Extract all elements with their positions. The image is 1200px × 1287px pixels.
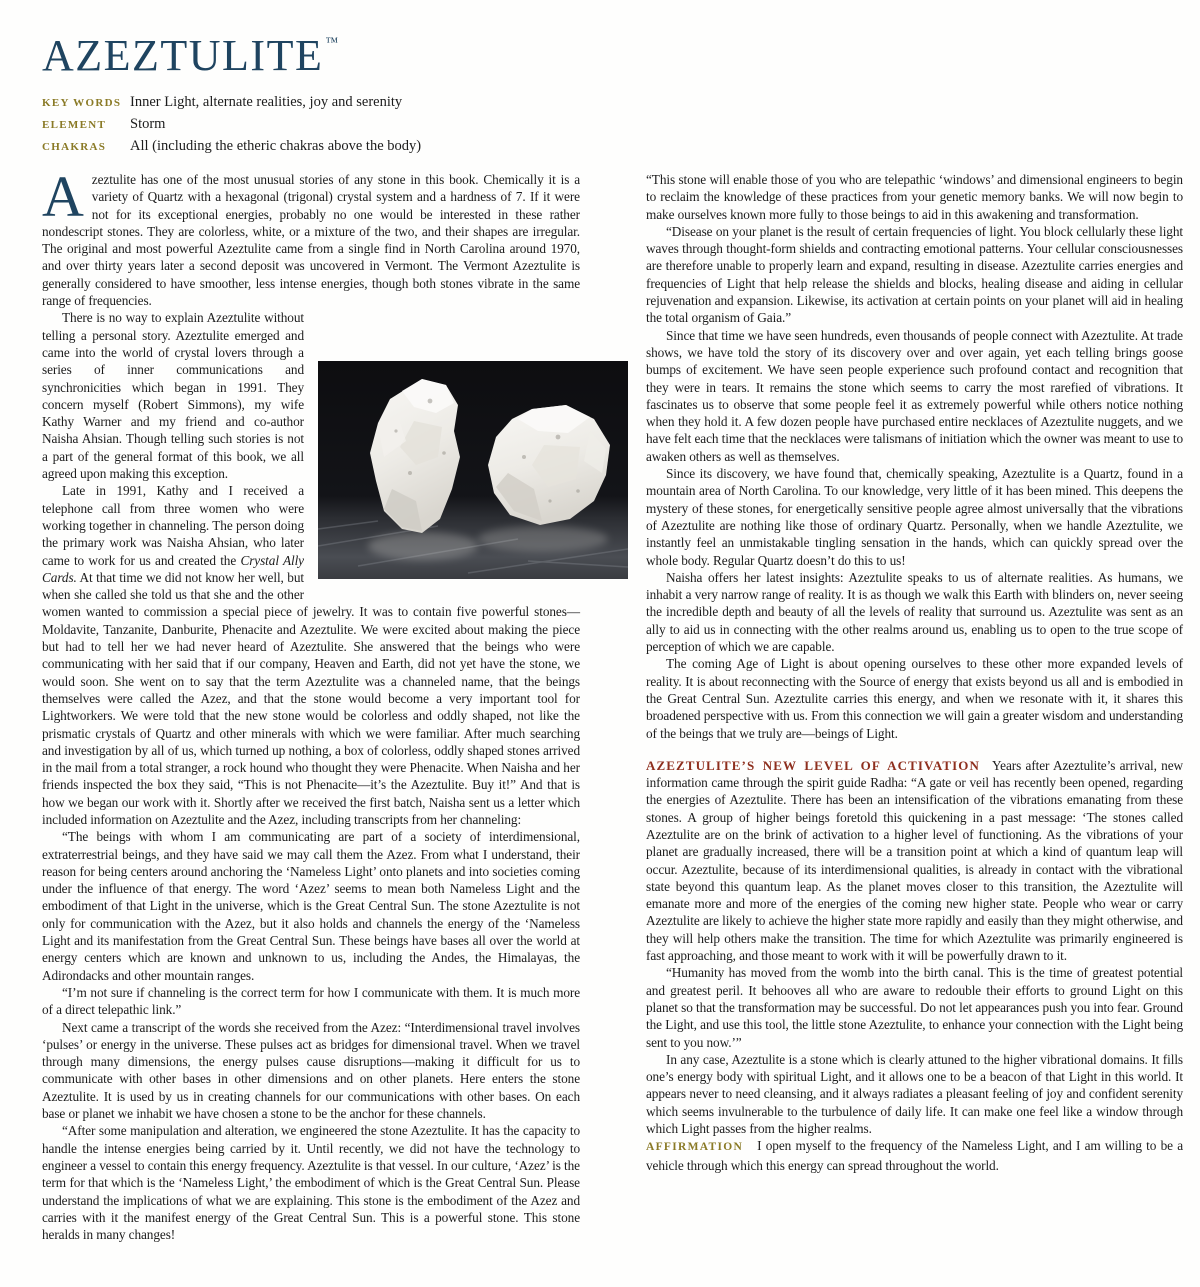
left-column: [42, 164, 580, 1243]
two-column-text: [42, 164, 1183, 1243]
wrap-region: [42, 309, 580, 1243]
paragraph-late-1991-start: Late in 1991, Kathy and I received a telephone call from three women who were working together in channeling. The person doing the primary work was Naisha Ahsian, who later came to work for us and created the: [42, 483, 304, 568]
keywords-row: [42, 94, 1183, 111]
affirmation-section: [646, 1137, 1183, 1174]
chakras-value: All (including the etheric chakras above the body): [130, 138, 422, 154]
trademark-symbol: ™: [325, 34, 339, 49]
chakras-label: CHAKRAS: [42, 141, 107, 153]
page-title: [42, 31, 1183, 80]
paragraph-engineered-stone: “After some manipulation and alteration, we engineered the stone Azeztulite. It has the capacity to handle the intense energies being carried by it. Until recently, we did not have the technology to engineer a vessel to contain this energy frequency. Azeztulite is that vessel. In our culture, ‘Azez’ is the term for that which is the ‘Nameless Light,’ the embodiment of which is the Great Central Sun. Please understand the implications of what we are explaining. This stone is the embodiment of the Azez and carries with it the manifest energy of the Great Central Sun. This is a powerful stone. This stone heralds in many changes!: [42, 1123, 580, 1243]
paragraph-trade-shows: Since that time we have seen hundreds, even thousands of people connect with Azeztulite. At trade shows, we have told the story of its discovery over and over again, yet each telling brings goose bumps of excitement. We have seen people experience such profound contact and recognition that they were in tears. It remains the stone which seems to carry the most rarefied of vibrations. It fascinates us to observe that some people feel it as extremely powerful while others notice nothing when they hold it. A few dozen people have purchased entire necklaces of Azeztulite nuggets, and we have felt each time that the necklaces were talismans of initiation which the owner was meant to use to awaken others as well as themselves.: [646, 327, 1183, 464]
chakras-row: [42, 138, 1183, 155]
paragraph-telepathic-link: “I’m not sure if channeling is the correct term for how I communicate with them. It is much more of a direct telepathic link.”: [42, 984, 580, 1018]
element-label: ELEMENT: [42, 119, 107, 131]
affirmation-text: I open myself to the frequency of the Nameless Light, and I am willing to be a vehicle through which this energy can spread throughout the world.: [646, 1138, 1183, 1173]
element-value: Storm: [130, 116, 166, 132]
paragraph-naisha-insights: Naisha offers her latest insights: Azeztulite speaks to us of alternate realities. As humans, we inhabit a very narrow range of reality. It is as though we walk this Earth with blinders on, never seeing the incredible depth and beauty of all the levels of reality that surround us. Azeztulite was sent as an ally to aid us in connecting with the other realms around us, enabling us to open to the true scope of perception of which we are capable.: [646, 569, 1183, 655]
paragraph-beings-quote: “The beings with whom I am communicating are part of a society of interdimensional, extraterrestrial beings, and they have said we may call them the Azez. From what I understand, their reason for being centers around anchoring the ‘Nameless Light’ onto planets and into societies coming under the influence of that energy. The word ‘Azez’ seems to mean both Nameless Light and the embodiment of that Light in the universe, which is the Great Central Sun. The stone Azeztulite is not only for communication with the Azez, but it also holds and channels the energy of the ‘Nameless Light and its manifestation from the Great Central Sun. These beings have bases all over the world at energy centers which are known and unknown to us, including the Andes, the Himalayas, the Adirondacks and other mountain ranges.: [42, 829, 580, 983]
keywords-label: KEY WORDS: [42, 97, 122, 109]
paragraph-telepathic-windows: “This stone will enable those of you who are telepathic ‘windows’ and dimensional engineers to begin to reclaim the knowledge of these practices from your genetic memory banks. We will now begin to make ourselves known more fully to those beings to aid in this awakening and transformation.: [646, 172, 1183, 222]
right-column: [646, 171, 1183, 1243]
paragraph-late-1991-end: At that time we did not know her well, but when she called she told us that she and the other women wanted to commission a special piece of jewelry. It was to contain five powerful stones—Moldavite, Tanzanite, Danburite, Phenacite and Azeztulite. We were excited about making the piece but had to tell her we had never heard of Azeztulite. She answered that the beings who were communicating with her said that if our company, Heaven and Earth, did not yet have the stone, we would soon. She went on to say that the term Azeztulite was a channeled name, that the beings themselves were called the Azez, and that the stone would become a very important tool for Lightworkers. We were told that the new stone would be colorless and oddly shaped, not like the prismatic crystals of Quartz and other minerals with which we were familiar. After much searching and investigation by all of us, which turned up nothing, a box of colorless, oddly shaped stones arrived in the mail from a total stranger, a rock hound who thought they were Phenacite. When Naisha and her friends inspected the box they said, “This is not Phenacite—it’s the Azeztulite. Buy it!” And that is how we began our work with it. Shortly after we received the first batch, Naisha sent us a letter which included information on Azeztulite and the Azez, including transcripts from her channeling:: [42, 569, 580, 827]
paragraph-transcript: Next came a transcript of the words she received from the Azez: “Interdimensional travel involves ‘pulses’ or energy in the universe. These pulses act as bridges for dimensional travel. When we travel through many dimensions, the energy pulses cause disruptions—making it difficult for us to communicate with other bases in other dimensions and on other planets. Here enters the stone Azeztulite. It is used by us in creating channels for our communications with other bases. On each base or planet we inhabit we have chosen a stone to be the anchor for these channels.: [42, 1019, 580, 1122]
stone-name: AZEZTULITE: [42, 31, 324, 80]
stone-properties: [42, 94, 1183, 155]
drop-cap: A: [42, 164, 84, 229]
activation-text: Years after Azeztulite’s arrival, new information came through the spirit guide Radha: “A gate or veil has recently been opened, regarding the energies of Azeztulite. There has been an intensification of the vibrations emanating from these stones. A group of higher beings foretold this quickening in a past message: ‘The stones called Azeztulite are on the brink of activation to a higher level of functioning. As the vibrations of your planet are gradually increased, there will be a transition point at which a kind of quantum leap will occur. Azeztulite, because of its interdimensional qualities, is already in contact with the vibrational state beyond this quantum leap. As the planet moves closer to this transition, the Azeztulite will emanate more and more of the energies of the coming new higher state. People who wear or carry Azeztulite are likely to achieve the higher state more rapidly and easily than they might otherwise, and they will help others make the transition. The time for which Azeztulite was primarily engineered is fast approaching, and those meant to work with it will be powerfully drawn to it.: [646, 757, 1183, 964]
azeztulite-stones-photo: [318, 361, 628, 579]
paragraph-personal-story: There is no way to explain Azeztulite without telling a personal story. Azeztulite emerged and came into the world of crystal lovers through a series of inner communications and synchronicities which began in 1991. They concern myself (Robert Simmons), my wife Kathy Warner and my friend and co-author Naisha Ahsian. Though telling such stories is not a part of the general format of this book, we all agreed upon making this exception.: [42, 310, 304, 482]
activation-heading: AZEZTULITE’S NEW LEVEL OF ACTIVATION: [646, 757, 981, 773]
stones-illustration: [318, 361, 628, 579]
activation-section: [646, 757, 1183, 965]
paragraph-age-of-light: The coming Age of Light is about opening ourselves to these other more expanded levels of reality. It is about reconnecting with the Source of energy that exists beyond us all and is embodied in the Great Central Sun. Azeztulite carries this energy, and when we resonate with it, it shares this broadened perspective with us. From this connection we will gain a greater wisdom and understanding of the beings that we truly are—beings of Light.: [646, 656, 1183, 741]
paragraph-humanity: “Humanity has moved from the womb into the birth canal. This is the time of greatest potential and greatest peril. It behooves all who are aware to redouble their efforts to ground Light on this planet so that the transformation may be successful. Do not let appearances push you into fear. Ground the Light, and use this tool, the little stone Azeztulite, to enhance your connection with the Light being sent to you now.’”: [646, 965, 1183, 1050]
paragraph-in-any-case: In any case, Azeztulite is a stone which is clearly attuned to the higher vibrational domains. It fills one’s energy body with spiritual Light, and it allows one to be a beacon of that Light in this world. It appears never to need cleansing, and it always radiates a pleasant feeling of joy and confident serenity which seems invulnerable to the turbulence of daily life. It can make one feel like a window through which Light passes from the higher realms.: [646, 1051, 1183, 1137]
element-row: [42, 116, 1183, 133]
crystal-ally-cards-title: Crystal Ally Cards.: [42, 552, 304, 585]
keywords-value: Inner Light, alternate realities, joy and serenity: [130, 94, 403, 110]
paragraph-intro: [42, 164, 580, 309]
paragraph-intro-text: zeztulite has one of the most unusual stories of any stone in this book. Chemically it is a variety of Quartz with a hexagonal (trigonal) crystal system and a hardness of 7. If it were not for its exceptional energies, probably no one would be interested in these rather nondescript stones. They are colorless, white, or a mixture of the two, and their shapes are irregular. The original and most powerful Azeztulite came from a single find in North Carolina around 1970, and over thirty years later a second deposit was uncovered in Vermont. The Vermont Azeztulite is generally considered to have smoother, less intense energies, though both stones vibrate in the same range of frequencies.: [42, 172, 580, 309]
paragraph-disease: “Disease on your planet is the result of certain frequencies of light. You block cellularly these light waves through thought-form shields and contracting emotional patterns. Your cellular consciousnesses are therefore unable to properly learn and expand, resulting in disease. Azeztulite carries energies and frequencies of Light that help release the shields and blocks, healing disease and aiding in cellular rejuvenation and expansion. Likewise, its activation at certain points on your planet will aid in healing the total organism of Gaia.”: [646, 223, 1183, 326]
affirmation-label: AFFIRMATION: [646, 1141, 744, 1154]
paragraph-discovery: Since its discovery, we have found that, chemically speaking, Azeztulite is a Quartz, found in a mountain area of North Carolina. To our knowledge, very little of it has been mined. This deepens the mystery of these stones, for energetically sensitive people agree almost universally that the vibrations of Azeztulite are nothing like those of ordinary Quartz. Personally, when we handle Azeztulite, we instantly feel an unmistakable tingling sensation in the hands, which can quickly spread over the whole body. Regular Quartz doesn’t do this to us!: [646, 466, 1183, 568]
